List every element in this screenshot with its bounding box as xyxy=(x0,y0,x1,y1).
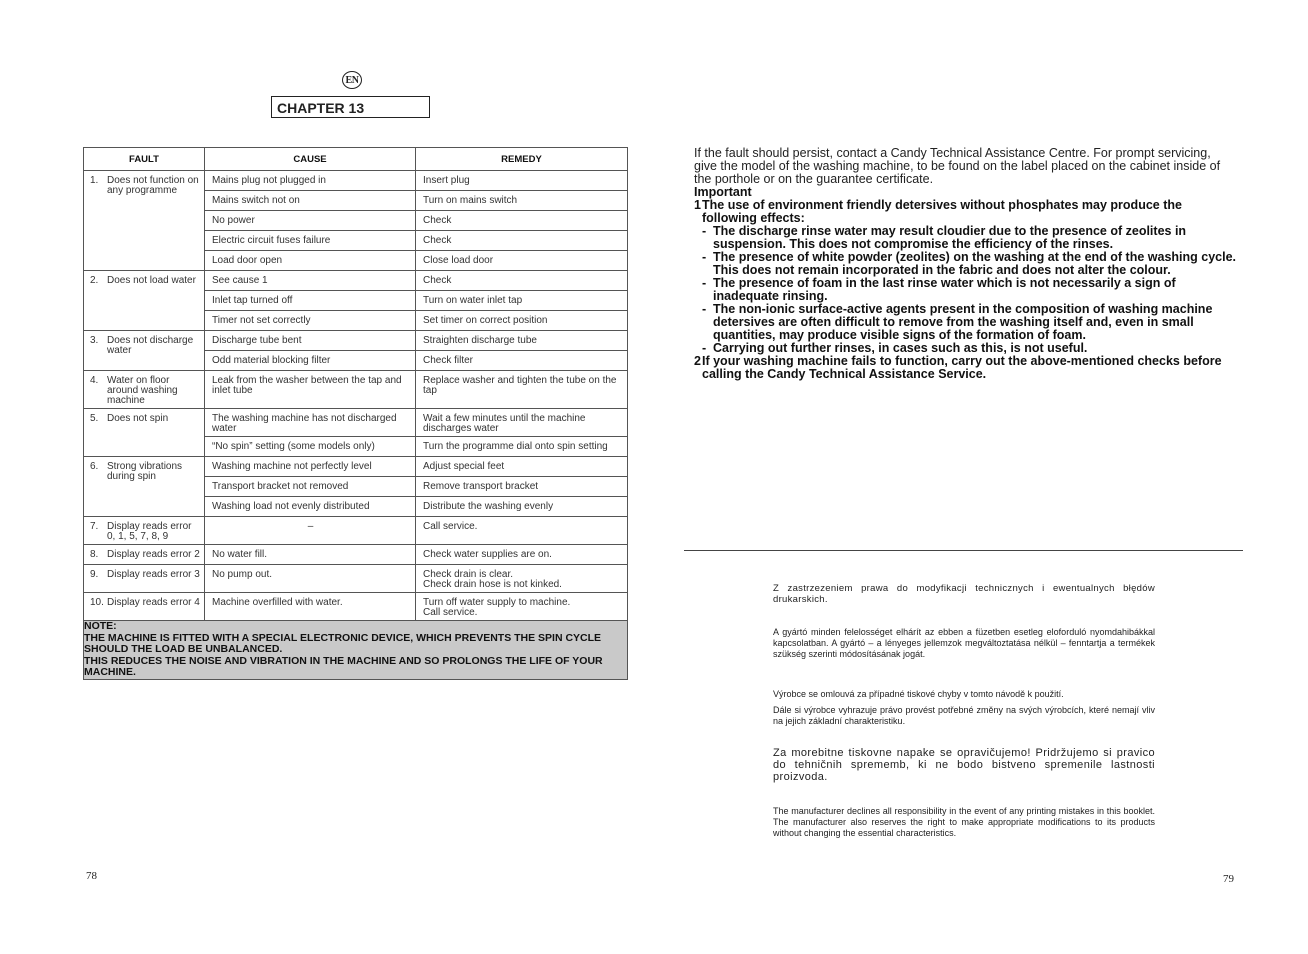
fault-cell xyxy=(84,593,205,621)
table-body xyxy=(84,171,628,621)
cause-text: – xyxy=(307,521,314,532)
remedy-text: Remove transport bracket xyxy=(423,481,539,492)
remedy-cell xyxy=(416,593,628,621)
fault-entry xyxy=(84,565,204,582)
effect-text: The non-ionic surface-active agents present in the composition of washing machine detersives are often difficult to remove from the washing itself and, even in small quantities, may produce visible signs of the formation of foam. xyxy=(713,302,1213,342)
cause-text: “No spin” setting (some models only) xyxy=(212,441,375,452)
table-row xyxy=(84,545,628,565)
remedy-text: Turn the programme dial onto spin setting xyxy=(423,441,608,452)
disclaimer-english: The manufacturer declines all responsibility in the event of any printing mistakes in this booklet. The manufacturer also reserves the right to make appropriate modifications to its products without changing the essential characteristics. xyxy=(773,806,1155,838)
fault-number: 4. xyxy=(90,375,99,386)
remedy-text: Straighten discharge tube xyxy=(423,335,537,346)
important-heading: Important xyxy=(694,185,752,199)
fault-entry xyxy=(84,371,204,408)
fault-cell xyxy=(84,371,205,409)
cause-text: Electric circuit fuses failure xyxy=(212,235,331,246)
table-row xyxy=(84,593,628,621)
remedy-text: Check filter xyxy=(423,355,474,366)
table-row xyxy=(84,457,628,477)
cause-text: Leak from the washer between the tap and inlet tube xyxy=(212,375,402,396)
effect-item xyxy=(702,303,1236,342)
remedy-cell xyxy=(416,291,628,311)
cause-cell xyxy=(205,351,416,371)
remedy-text: Check drain is clear. Check drain hose is not kinked. xyxy=(423,569,562,590)
remedy-cell xyxy=(416,371,628,409)
cause-cell xyxy=(205,593,416,621)
section-divider xyxy=(684,550,1243,551)
effect-item xyxy=(702,277,1236,303)
fault-cell xyxy=(84,331,205,371)
note-row xyxy=(84,621,628,680)
bullet-dash: - xyxy=(702,224,707,238)
cause-cell xyxy=(205,497,416,517)
remedy-cell xyxy=(416,477,628,497)
remedy-cell xyxy=(416,271,628,291)
fault-entry xyxy=(84,517,204,544)
remedy-text: Set timer on correct position xyxy=(423,315,548,326)
header-remedy: REMEDY xyxy=(416,148,628,171)
fault-text: Does not discharge water xyxy=(107,335,194,356)
table-header-row xyxy=(84,148,628,171)
cause-text: No water fill. xyxy=(212,549,268,560)
remedy-cell xyxy=(416,231,628,251)
fault-cell xyxy=(84,565,205,593)
effect-text: The presence of white powder (zeolites) on the washing at the end of the washing cycle. This does not remain incorporated in the fabric and does not alter the colour. xyxy=(713,250,1236,277)
fault-text: Water on floor around washing machine xyxy=(107,375,178,406)
fault-entry xyxy=(84,409,204,426)
cause-text: Mains plug not plugged in xyxy=(212,175,326,186)
table-row xyxy=(84,271,628,291)
remedy-cell xyxy=(416,311,628,331)
fault-cell xyxy=(84,171,205,271)
troubleshooting-table xyxy=(83,147,628,680)
fault-number: 9. xyxy=(90,569,99,580)
cause-text: Washing machine not perfectly level xyxy=(212,461,372,472)
fault-text: Display reads error 3 xyxy=(107,569,200,580)
cause-text: No pump out. xyxy=(212,569,273,580)
chapter-title: CHAPTER 13 xyxy=(271,96,430,118)
remedy-cell xyxy=(416,409,628,437)
cause-text: Transport bracket not removed xyxy=(212,481,349,492)
remedy-cell xyxy=(416,331,628,351)
fault-text: Display reads error 2 xyxy=(107,549,200,560)
fault-number: 8. xyxy=(90,549,99,560)
fault-entry xyxy=(84,457,204,484)
remedy-text: Check xyxy=(423,215,452,226)
cause-cell xyxy=(205,409,416,437)
bullet-dash: - xyxy=(702,341,707,355)
bullet-dash: - xyxy=(702,250,707,264)
item-text: The use of environment friendly detersives without phosphates may produce the following effects: xyxy=(702,198,1182,225)
cause-cell xyxy=(205,437,416,457)
effect-text: Carrying out further rinses, in cases such as this, is not useful. xyxy=(713,341,1088,355)
cause-text: The washing machine has not discharged water xyxy=(212,413,397,434)
remedy-text: Call service. xyxy=(423,521,478,532)
cause-cell xyxy=(205,565,416,593)
table-row xyxy=(84,331,628,351)
remedy-cell xyxy=(416,545,628,565)
fault-number: 5. xyxy=(90,413,99,424)
fault-cell xyxy=(84,271,205,331)
item-text: If your washing machine fails to function, carry out the above-mentioned checks before calling the Candy Technical Assistance Service. xyxy=(702,354,1222,381)
page-number-right: 79 xyxy=(1223,873,1234,885)
item-number: 2 xyxy=(694,354,701,368)
cause-cell xyxy=(205,251,416,271)
remedy-text: Adjust special feet xyxy=(423,461,505,472)
remedy-text: Check xyxy=(423,235,452,246)
fault-cell xyxy=(84,409,205,457)
remedy-cell xyxy=(416,517,628,545)
language-badge-en: EN xyxy=(342,71,362,89)
cause-text: Mains switch not on xyxy=(212,195,300,206)
fault-entry xyxy=(84,593,204,610)
remedy-cell xyxy=(416,251,628,271)
cause-cell xyxy=(205,477,416,497)
fault-number: 10. xyxy=(90,597,104,608)
header-cause: CAUSE xyxy=(205,148,416,171)
remedy-cell xyxy=(416,351,628,371)
cause-text: Inlet tap turned off xyxy=(212,295,293,306)
remedy-cell xyxy=(416,211,628,231)
fault-number: 7. xyxy=(90,521,99,532)
page-number-left: 78 xyxy=(86,870,97,882)
cause-cell xyxy=(205,545,416,565)
effect-item xyxy=(702,251,1236,277)
cause-cell xyxy=(205,211,416,231)
disclaimer-polish: Z zastrzezeniem prawa do modyfikacji technicznych i ewentualnych błędów drukarskich. xyxy=(773,583,1155,605)
table-row xyxy=(84,517,628,545)
table-row xyxy=(84,171,628,191)
effect-item xyxy=(702,225,1236,251)
cause-text: Timer not set correctly xyxy=(212,315,311,326)
effect-text: The discharge rinse water may result cloudier due to the presence of zeolites in suspension. This does not compromise the efficiency of the rinses. xyxy=(713,224,1187,251)
disclaimer-czech-2: Dále si výrobce vyhrazuje právo provést potřebné změny na svých výrobcích, které nemají vliv na jejich základní charakteristiku. xyxy=(773,705,1155,726)
disclaimer-slovenian: Za morebitne tiskovne napake se opravičujemo! Pridržujemo si pravico do tehničnih sprememb, ki ne bodo bistveno spremenile lastnosti proizvoda. xyxy=(773,747,1155,783)
cause-cell xyxy=(205,331,416,351)
fault-text: Display reads error 0, 1, 5, 7, 8, 9 xyxy=(107,521,192,542)
right-page-text xyxy=(694,147,1236,381)
fault-text: Does not function on any programme xyxy=(107,175,199,196)
remedy-cell xyxy=(416,497,628,517)
effect-text: The presence of foam in the last rinse water which is not necessarily a sign of inadequate rinsing. xyxy=(713,276,1176,303)
cause-text: See cause 1 xyxy=(212,275,268,286)
cause-cell xyxy=(205,271,416,291)
remedy-text: Distribute the washing evenly xyxy=(423,501,554,512)
cause-cell xyxy=(205,171,416,191)
fault-entry xyxy=(84,331,204,358)
remedy-text: Replace washer and tighten the tube on the tap xyxy=(423,375,617,396)
fault-text: Strong vibrations during spin xyxy=(107,461,183,482)
disclaimer-czech-1: Výrobce se omlouvá za případné tiskové chyby v tomto návodě k použití. xyxy=(773,689,1064,699)
remedy-text: Check water supplies are on. xyxy=(423,549,552,560)
fault-number: 6. xyxy=(90,461,99,472)
cause-text: No power xyxy=(212,215,255,226)
cause-text: Machine overfilled with water. xyxy=(212,597,343,608)
fault-cell xyxy=(84,545,205,565)
cause-text: Washing load not evenly distributed xyxy=(212,501,370,512)
remedy-text: Close load door xyxy=(423,255,494,266)
remedy-text: Turn on water inlet tap xyxy=(423,295,523,306)
remedy-cell xyxy=(416,565,628,593)
cause-text: Load door open xyxy=(212,255,283,266)
table-row xyxy=(84,371,628,409)
effects-list xyxy=(694,225,1236,355)
fault-number: 2. xyxy=(90,275,99,286)
table-row xyxy=(84,409,628,437)
intro-paragraph: If the fault should persist, contact a Candy Technical Assistance Centre. For prompt servicing, give the model of the washing machine, to be found on the label placed on the cabinet inside of the porthole or on the guarantee certificate. xyxy=(694,146,1221,186)
cause-cell xyxy=(205,231,416,251)
fault-cell xyxy=(84,517,205,545)
important-item-1 xyxy=(694,199,1236,225)
bullet-dash: - xyxy=(702,302,707,316)
remedy-text: Turn off water supply to machine. Call service. xyxy=(423,597,571,618)
remedy-text: Insert plug xyxy=(423,175,470,186)
cause-cell xyxy=(205,517,416,545)
fault-text: Display reads error 4 xyxy=(107,597,200,608)
fault-entry xyxy=(84,271,204,288)
disclaimer-hungarian: A gyártó minden felelosséget elhárít az ebben a füzetben esetleg eloforduló nyomdahibákkal kapcsolatban. A gyártó – a lényeges jellemzok megváltoztatása nélkül – fenntartja a termékek szükség szerinti módosításának jogát. xyxy=(773,627,1155,659)
cause-text: Odd material blocking filter xyxy=(212,355,331,366)
remedy-cell xyxy=(416,457,628,477)
fault-entry xyxy=(84,171,204,198)
item-number: 1 xyxy=(694,198,701,212)
fault-text: Does not load water xyxy=(107,275,196,286)
cause-cell xyxy=(205,291,416,311)
cause-text: Discharge tube bent xyxy=(212,335,302,346)
header-fault: FAULT xyxy=(84,148,205,171)
cause-cell xyxy=(205,457,416,477)
fault-text: Does not spin xyxy=(107,413,169,424)
fault-cell xyxy=(84,457,205,517)
remedy-text: Turn on mains switch xyxy=(423,195,518,206)
fault-entry xyxy=(84,545,204,562)
fault-number: 1. xyxy=(90,175,99,186)
important-item-2 xyxy=(694,355,1236,381)
cause-cell xyxy=(205,371,416,409)
bullet-dash: - xyxy=(702,276,707,290)
fault-number: 3. xyxy=(90,335,99,346)
cause-cell xyxy=(205,191,416,211)
remedy-cell xyxy=(416,171,628,191)
remedy-text: Check xyxy=(423,275,452,286)
table-note: NOTE: THE MACHINE IS FITTED WITH A SPECIAL ELECTRONIC DEVICE, WHICH PREVENTS THE SPIN CYCLE SHOULD THE LOAD BE UNBALANCED. THIS REDUCES THE NOISE AND VIBRATION IN THE MACHINE AND SO PROLONGS THE LIFE OF YOUR MACHINE. xyxy=(84,621,628,680)
table-row xyxy=(84,565,628,593)
remedy-cell xyxy=(416,437,628,457)
remedy-text: Wait a few minutes until the machine discharges water xyxy=(423,413,586,434)
cause-cell xyxy=(205,311,416,331)
remedy-cell xyxy=(416,191,628,211)
